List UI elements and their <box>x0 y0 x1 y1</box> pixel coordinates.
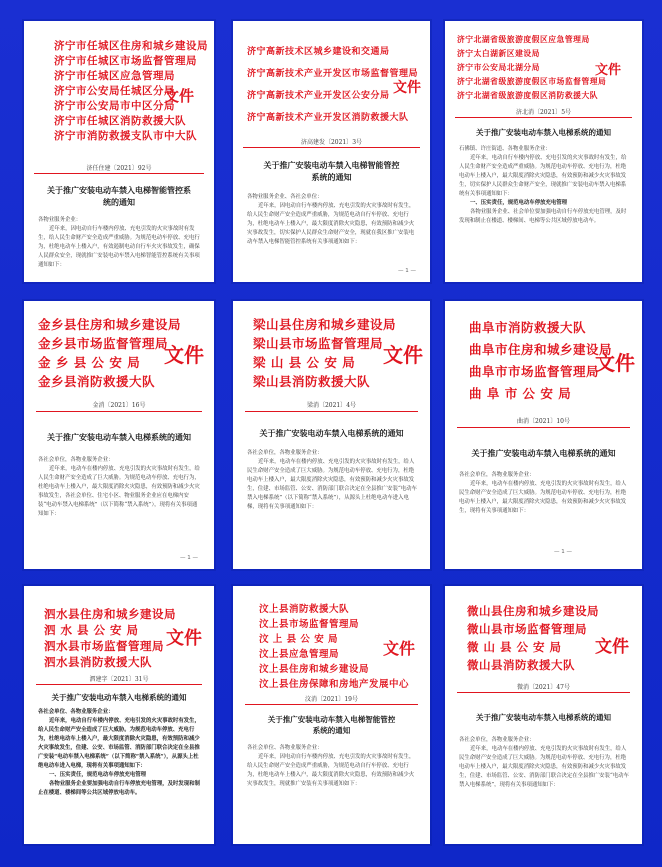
body-paragraph: 近年来，因电动自行车楼内停放、充电引发的火灾事故时有发生，给人民生命财产安全造成严重威胁，为规范电动自行车停放、充电行为，杜绝电动车上楼入户，最大限度消除火灾隐患，有效预防和减少火灾事故发生，现就推广安装有关事项通知如下： <box>247 754 415 787</box>
issuer-line: 微山县市场监督管理局 <box>467 622 587 636</box>
notice-title-line: 系统的通知 <box>311 172 352 182</box>
wen-jian-mark: 文件 <box>164 87 195 105</box>
document-page-weishan <box>445 586 642 844</box>
issuer-line: 济宁市公安局市中区分局 <box>54 100 175 112</box>
issuer-line: 金 乡 县 公 安 局 <box>38 355 141 370</box>
body-paragraph: 近年来，因电动自行车楼内停放、充电引发的火灾事故时有发生，给人民生命财产安全造成严重威胁。为规范电动车停放、充电行为，杜绝电动车上楼入户，有效遏制电动自行车火灾事故发生，确保人民群众安全，现就推广安装电动车禁入电梯智能管控系统有关事项通知如下： <box>38 226 200 268</box>
salutation: 各社会单位，各物业服务企业： <box>247 450 323 456</box>
salutation: 石佛镇、许庄街道、各物业服务企业： <box>459 146 551 152</box>
wen-jian-mark: 文件 <box>595 63 622 78</box>
issuer-line: 济宁北湖省级旅游度假区市场监督管理局 <box>457 77 607 86</box>
salutation: 各物业服务企业、各社会单位： <box>247 194 323 200</box>
wen-jian-mark: 文件 <box>393 80 421 96</box>
document-number: 曲消〔2021〕10号 <box>517 418 570 425</box>
issuer-line: 济宁市任城区应急管理局 <box>54 70 175 82</box>
notice-title: 关于推广安装电动车禁入电梯系统的通知 <box>51 693 187 702</box>
notice-body <box>38 216 202 270</box>
document-page-sishui <box>24 586 214 844</box>
red-divider <box>245 704 418 705</box>
body-paragraph: 近年来，电动车在楼内停放、充电引发的火灾事故时有发生，给人民生命财产安全造成了巨大威胁。为规范电动车停放、充电行为，杜绝电动车上楼入户，最大限度消除火灾隐患，有效预防和减少火灾事故发生，住建、市场监管、公安、消防部门联合决定在全县推广安装“电动车禁入电梯系统”（以下简称“禁入系统”），从源头上杜绝电动车进入电梯，现将有关事项通知如下： <box>247 459 417 510</box>
salutation: 各社会单位、各物业服务企业： <box>247 745 323 751</box>
notice-body <box>247 744 418 789</box>
notice-title: 关于推广安装电动车禁入电梯系统的通知 <box>471 448 616 458</box>
section-heading: 一、压实责任，规范电动车停放充电管理 <box>49 772 147 778</box>
salutation: 各社会单位，各物业服务企业： <box>459 737 535 743</box>
issuer-line: 曲阜市市场监督管理局 <box>469 364 600 379</box>
issuer-line: 汶上县消防救援大队 <box>259 604 350 615</box>
body-paragraph: 近年来，电动自行车楼内停放、充电引发的火灾事故时有发生，给人民生命财产安全造成了巨大威胁。为规范电动车停放、充电行为，杜绝电动车上楼入户，最大限度消除火灾隐患，有效预防和减少火灾事故发生，住建、公安、市场监管、消防部门联合决定在全县推广安装“电动车禁入电梯系统”（以下简称“禁入系统”），从源头上杜绝电动车进入电梯，现将有关事项通知如下： <box>38 718 200 769</box>
wen-jian-mark: 文件 <box>164 343 204 367</box>
red-divider <box>245 411 418 412</box>
issuer-line: 汶上县市场监督管理局 <box>259 619 360 630</box>
red-divider <box>36 684 202 685</box>
issuer-line: 微山县消防救援大队 <box>467 658 575 672</box>
issuer-line: 济宁市任城区市场监督管理局 <box>54 55 197 67</box>
salutation: 各物业服务企业： <box>38 217 82 223</box>
notice-body <box>247 193 418 247</box>
issuer-line: 金乡县消防救援大队 <box>38 374 156 389</box>
section-heading: 一、压实责任，规范电动车停放充电管理 <box>470 200 568 206</box>
issuer-line: 梁山县住房和城乡建设局 <box>253 317 397 332</box>
notice-title: 关于推广安装电动车禁入电梯系统的通知 <box>476 128 611 137</box>
issuer-line: 汶上县应急管理局 <box>259 649 340 660</box>
issuer-line: 济宁市任城区消防救援大队 <box>54 115 186 127</box>
document-page-liangshan <box>233 301 430 569</box>
notice-body <box>247 449 418 512</box>
issuer-line: 汶 上 县 公 安 局 <box>259 634 339 645</box>
notice-title: 关于推广安装电动车禁入电梯系统的通知 <box>476 713 611 722</box>
salutation: 各社会单位、各物业服务企业： <box>38 709 114 715</box>
document-page-gaoxin <box>233 21 430 282</box>
red-divider <box>457 692 630 693</box>
page-number: — 1 — <box>180 555 198 561</box>
wen-jian-mark: 文件 <box>166 628 202 649</box>
document-number: 泗建字〔2021〕31号 <box>89 676 149 683</box>
notice-title-line: 关于推广安装电动车禁入电梯智能管控 <box>267 715 396 724</box>
wen-jian-mark: 文件 <box>383 343 423 367</box>
notice-title-line: 系统的通知 <box>312 726 351 735</box>
issuer-line: 汶上县住房和城乡建设局 <box>259 664 370 675</box>
document-page-wenshang <box>233 586 430 844</box>
wen-jian-mark: 文件 <box>595 637 629 657</box>
issuer-line: 曲 阜 市 公 安 局 <box>469 386 572 401</box>
body-paragraph: 近年来，电动车在楼内停放、充电引发的火灾事故时有发生，给人民生命财产安全造成了巨大威胁。为规范电动车停放、充电行为，杜绝电动车上楼入户，最大限度消除火灾隐患，有效预防和减少火灾事故发生，现将有关事项通知如下： <box>459 481 627 514</box>
document-number: 济高建发〔2021〕3号 <box>300 139 363 146</box>
notice-title <box>241 714 422 736</box>
notice-body <box>38 456 202 519</box>
issuer-line: 济宁高新技术产业开发区消防救援大队 <box>247 113 409 123</box>
document-number: 金消〔2021〕16号 <box>92 402 146 409</box>
wen-jian-mark: 文件 <box>383 639 416 658</box>
body-paragraph: 近年来，电动车在楼内停放、充电引发的火灾事故时有发生，给人民生命财产安全造成了巨大威胁。为规范电动车停放、充电行为，杜绝电动车上楼入户，最大限度消除火灾隐患，有效预防和减少火灾事故发生，各社会单位、住宅小区、物业服务企业应在电梯内安装“电动车禁入电梯系统”（以下简称“禁入系统”），现将有关事项通知如下： <box>38 466 200 517</box>
notice-title-line: 统的通知 <box>103 197 135 207</box>
notice-title <box>243 159 420 183</box>
red-divider <box>36 411 202 412</box>
issuer-line: 泗水县市场监督管理局 <box>44 639 164 653</box>
issuer-line: 济宁市消防救援支队市中大队 <box>54 130 197 142</box>
body-paragraph: 近年来，电动自行车楼内停放、充电引发的火灾事故时有发生，给人民生命财产安全造成严重威胁。为规范电动车停放、充电行为，杜绝电动车上楼入户，最大限度消除火灾隐患，有效预防和减少火灾事故发生，切实保护人民群众生命财产安全，现就推广安装电动车禁入电梯系统有关事项通知如下： <box>459 155 627 197</box>
issuer-line: 梁山县市场监督管理局 <box>253 336 384 351</box>
issuer-line: 金乡县住房和城乡建设局 <box>38 317 182 332</box>
issuer-line: 济宁北湖省级旅游度假区消防救援大队 <box>457 91 599 100</box>
red-divider <box>455 117 632 118</box>
issuer-line: 济宁北湖省级旅游度假区应急管理局 <box>457 35 590 44</box>
body-paragraph: 各物业服务企业要加强电动自行车停放充电管理，及时发现和制止在楼道、楼梯间等公共区域停放电动车。 <box>38 781 200 796</box>
issuer-line: 泗水县消防救援大队 <box>44 655 152 669</box>
issuer-line: 汶上县住房保障和房地产发展中心 <box>259 679 410 690</box>
issuer-line: 济宁市公安局任城区分局 <box>54 85 175 97</box>
issuer-line: 济宁市任城区住房和城乡建设局 <box>54 40 208 52</box>
issuer-line: 济宁市公安局北湖分局 <box>457 63 540 72</box>
document-page-jinxiang <box>24 301 214 569</box>
page-number: — 1 — <box>398 268 416 274</box>
notice-title: 关于推广安装电动车禁入电梯系统的通知 <box>259 428 404 438</box>
document-number: 济北消〔2021〕5号 <box>515 109 572 116</box>
body-paragraph: 各物业服务企业、社会单位要加强电动自行车停放充电管理，及时发现和制止在楼道、楼梯间、电梯等公共区域停放电动车。 <box>459 209 627 224</box>
document-number: 梁消〔2021〕4号 <box>306 402 357 409</box>
issuer-line: 金乡县市场监督管理局 <box>38 336 169 351</box>
issuer-line: 微山县住房和城乡建设局 <box>467 604 599 618</box>
red-divider <box>34 173 204 174</box>
notice-body <box>38 708 204 798</box>
document-number: 汶消〔2021〕19号 <box>305 696 358 703</box>
document-number: 济任住建〔2021〕92号 <box>86 165 152 172</box>
body-paragraph: 近年来，电动车在楼内停放、充电引发的火灾事故时有发生，给人民生命财产安全造成了巨大威胁。为规范电动车停放、充电行为，杜绝电动车上楼入户，最大限度消除火灾隐患，有效预防和减少火灾事故发生，住建、市场监管、公安、消防部门联合决定在全县推广安装“电动车禁入电梯系统”，现将有关事项通知如下： <box>459 746 629 788</box>
salutation: 各社会单位，各物业服务企业： <box>38 457 114 463</box>
notice-body <box>459 145 630 226</box>
body-paragraph: 近年来，因电动自行车楼内停放、充电引发的火灾事故时有发生，给人民生命财产安全造成严重威胁，为规范电动自行车停放、充电行为，杜绝电动车上楼入户，最大限度消除火灾隐患，有效预防和减少火灾事故发生，切实保护人民群众生命财产安全，现就在我区推广安装电动车禁入电梯智能管控系统有关事项通知如下： <box>247 203 415 245</box>
notice-body <box>459 471 630 516</box>
document-number: 微消〔2021〕47号 <box>517 684 570 691</box>
wen-jian-mark: 文件 <box>595 351 635 375</box>
issuer-line: 梁山县消防救援大队 <box>253 374 371 389</box>
issuer-line: 济宁高新技术产业开发区市场监督管理局 <box>247 69 419 79</box>
salutation: 各社会单位，各物业服务企业： <box>459 472 535 478</box>
document-page-rencheng <box>24 21 214 282</box>
notice-title: 关于推广安装电动车禁入电梯系统的通知 <box>47 432 191 442</box>
issuer-line: 梁 山 县 公 安 局 <box>253 355 356 370</box>
notice-title-line: 关于推广安装电动车禁入电梯智能管控系 <box>47 185 191 195</box>
notice-body <box>459 736 630 790</box>
issuer-line: 泗 水 县 公 安 局 <box>44 623 139 637</box>
red-divider <box>243 147 420 148</box>
document-page-qufu <box>445 301 642 569</box>
notice-title-line: 关于推广安装电动车禁入电梯智能管控 <box>263 160 400 170</box>
issuer-line: 微 山 县 公 安 局 <box>467 640 562 654</box>
issuer-line: 济宁太白湖新区建设局 <box>457 49 540 58</box>
page-number: — 1 — <box>554 549 572 555</box>
issuer-line: 曲阜市住房和城乡建设局 <box>469 342 613 357</box>
issuer-line: 济宁高新技术区城乡建设和交通局 <box>247 47 390 57</box>
issuer-line: 济宁高新技术产业开发区公安分局 <box>247 91 390 101</box>
issuer-line: 曲阜市消防救援大队 <box>469 320 587 335</box>
notice-title <box>34 184 204 208</box>
issuer-line: 泗水县住房和城乡建设局 <box>44 607 176 621</box>
red-divider <box>457 427 630 428</box>
document-page-beihu <box>445 21 642 282</box>
